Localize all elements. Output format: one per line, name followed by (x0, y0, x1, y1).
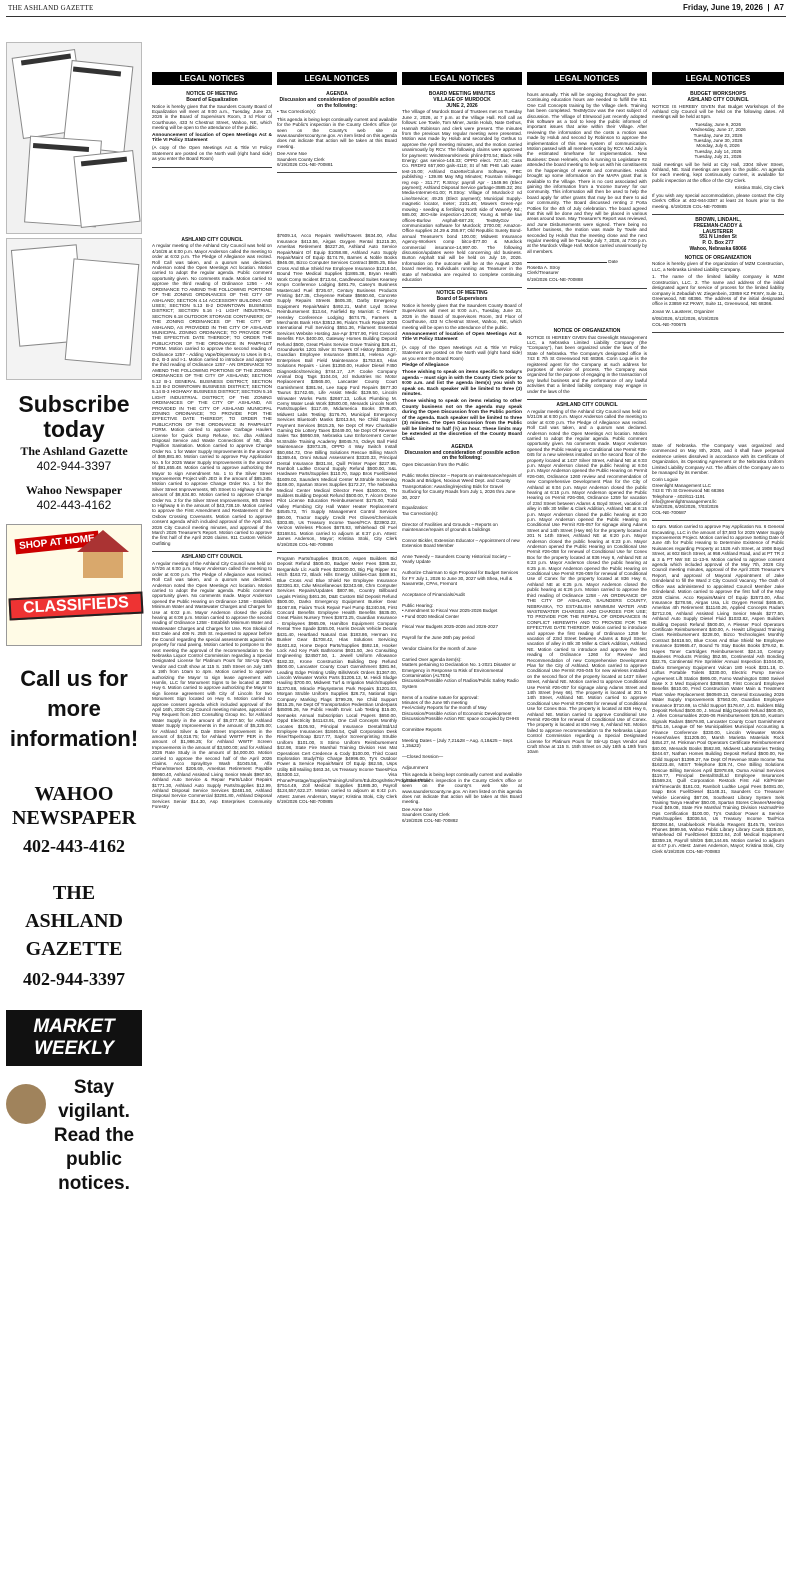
sidebar (6, 42, 142, 1234)
notice-title: BUDGET WORKSHOPS ASHLAND CITY COUNCIL (687, 91, 749, 103)
clerk-signature: Kristina Stoki, City Clerk (734, 185, 784, 191)
notice-body: NOTICE IS HEREBY GIVEN that Greenlight Management LLC, a Nebraska Limited Liability Company (the "Company"), has been organized under the laws of the State of Nebraska. The Company's designated office is 743 E 7th St Greenwood NE 68366. Corin Loguie is the registered agent for the Company at such address for purposes of service of process. The Company was organized for the purpose of engaging in the transaction of any lawful business and the performance of any lawful activities that a limited liability company may engage in under the laws of the (527, 334, 647, 394)
notice-code: 6/05/2026, 6/12/2026, 6/19/2026 COL-NE-700675 (652, 316, 719, 327)
classifieds-text: CLASSIFIEDS (9, 592, 144, 621)
wahoo-newspaper-caps: WAHOO NEWSPAPER (11, 783, 137, 829)
wahoo-name: Wahoo Newspaper (25, 483, 123, 497)
notice-title: NOTICE OF ORGANIZATION (684, 254, 752, 261)
house-icon (77, 530, 129, 552)
notice-ashland-council-0416 (152, 238, 272, 553)
notice-organization-mzm (652, 218, 784, 333)
notice-agenda-equalization (277, 92, 397, 173)
notice-subtitle: Board of Supervisors (436, 296, 488, 303)
legal-notices-band-5: LEGAL NOTICES (652, 72, 784, 85)
stay-vigilant-ad (6, 1077, 142, 1234)
notice-title: BOARD MEETING MINUTES VILLAGE OF MURDOCK JUNE 2, 2026 (428, 91, 496, 109)
ashland-gazette-caps: THE ASHLAND GAZETTE (25, 882, 123, 960)
agenda-signature: Dee Anne Noe Saunders County Clerk 6/19/2026 COL-NE-700881 (277, 151, 333, 168)
notice-title: NOTICE OF MEETING (436, 290, 488, 297)
column-4 (527, 92, 647, 1578)
gazette-phone: 402-944-3397 (36, 459, 112, 473)
notice-body: A regular meeting of the Ashland City Council was held on 5/7/26 at 6:00 p.m. Mayor Anderson called the meeting to order at 6:00 p.m. The Pledge of Allegiance was recited. Roll Call was taken, and a quorum was declared. Anderson noted the Open Meetings Act location. Motion carried to adopt the regular agenda. Public comment opportunity given. No comments made. Mayor Anderson opened the Public Hearing on Ordinance 1258 - Establish Minimum Water and Wastewater Charges and Charges for Use at 6:02 p.m. Mayor Anderson closed the public hearing at 6:08 p.m. Motion carried to approve the second reading of Ordinance 1258 - Establish Minimum Water and Wastewater Charges and Charges for Use. Ron Skokal of 843 Dale and 409 N. 25th St. requested to appear before the Council regarding the special assessments against his property for road paving. Motion carried to postpone to the next meeting the approval of the recommendation to the Nebraska Liquor Control Commission regarding a Special Designated License for Platinum Pours for Stir-Up Days Vendor and Craft show at 115 S. 15th Street on July 18th & 19th from 10am to 4pm. Motion carried to approve authorizing the Mayor to sign lease agreement with Hamlin, LLC for Monument Signs to be located at 2860 Hwy 6. Motion carried to approve authorizing the Mayor to sign license agreement with City of Lincoln for two Monument Sign located on Hwy 6. Motion carried to approve consent agenda which included approval of the April 16th, 2026 City Council meeting minutes, approval of Pay Request from JEO Consulting Group Inc. for Ashland Water Supply in the amount of $5,077.50; for Ashland Water Supply Improvements in the amount of $5,325.00; for Ashland Silver & Dale Street Improvement in the amount of $4,018.75; for Ashland WWTF PER in the amount of $1,986.25; for Ashland WWTF Screen Improvements in the amount of $3,500.00; and for Ashland 2026 Rate Study in the amount of $4,000.00. Motion carried to approve the second half of the April 2026 Claims. Acco Spray/Eye Wash $1045.58, Alfa Phone/Internet $206.69, Ameritas Retirement Payable $6960.40, Ashland Assisted Living Senior Meals $967.50, Ashland Auto Service & Repair Parts/Labor Repairs $1771.30, Ashland Auto Supply Parts/Supplies $12.99, Ashland Disposal Service Services $2481.50, Ashland Disposal Service Commercial $3281.80, Ashland Disposal Services Senior $14.30, Asp Enterprises Community Forestry (152, 561, 272, 810)
announcement-heading: Announcement of location of Open Meetings Act & Title VI Policy Statement (152, 132, 272, 144)
notice-murdock-minutes (402, 92, 522, 288)
notice-body: to 4pm. Motion carried to approve Pay Application No. 6 General Excavating, LLC in the amount of $7,583 for 2025 Water Supply Improvements Project. Motion carried to approve Setting Date of June 4th for Public Hearing to Determine Existence of Public Nuisances regarding Property at 1526 Ash Street, at 1908 Boyd Street, at 602 Birch Street, at 958 Ashland Road, and at PT TR 2 & 3 & PT NW SE 11-13-9. Motion carried to approve consent agenda which included approval of the May 7th, 2026 City Council meeting minutes, approval of the April 2026 Treasurer's Report, and approval of Mayoral Appointment of Jake Grindeland to fill the Ward 2 City Council Vacancy. The Oath of Office was administered to appointed Council Member Jake Grindeland. Motion carried to approve the first half of the May 2026 Claims. Acco Repairs/Maint Of Equip $2573.00, Aflac Insurance $278.56, Airgas Usa, Llc Oxygen Rental $465.60, Ameritas 4th Retirement $11140.26, Applied Concepts Radars $2712.06, Ashland Assisted Living Senior Meals $277.50, Ashland Auto Supply Diesel Fluid $1033.82, Aspen Builders Building Deposit Refund $500.00, A Plesser Pool Operators Certificate Reimbursement $40.00, A. Hewitt Lifeguard Training Class Reimbursement $228.00, Bizco Technologies Monthly Contract $4618.50, Blue Cross And Blue Shield Ne Employee Insurance $19665.47, Bound To Stay Books Books $79.62, B. Hayes Toner Cartridges Reimbursement $24.10, Century Business Products Printing $52.55, Continental Ash Bonding $32.75, Continental Fire Sprinkler Annual Inspection $1044.00, Darko Emergency Equipment Vulcan 180 Hook $331.18, D. Loftus Portable Toilets $330.00, Electric Pump Service Agreement Lift Station $995.00, Farno Washington 0380 Swivel Base X 3 Med Equipment $3868.80, First Concord Employee Benefits $610.00, Fred Construction Water Main & Treatment Plant Valve Replacement $60949.13, General Excavating 2025 Water Supply Improvements $7563.00, Guardian Employee Insurance $710.69, Ia Child Support $176.67, J.G. Builders Bldg Deposit Refund $500.00, J. Mcaul Bldg Deposit Refund $500.00, J. Allen Consumables 2026-06 Reimbursement $26.50, Kustom Signals Radars $5679.80, Lancaster County Court Garnishment $751.16, League Of Ne Municipalities Municipal Accounting & Finance Conference $330.00, Lincoln Winwater Works Hoses/Valves $11205.00, Marsh Marietta Materials Rock $454.27, M. Pinkman Pool Operators Certificate Reimbursement $40.00, Menards Books $562.80, Midwest Laboratories Testing $244.67, Nathan Homes Building Deposit Refund $500.00, Ne Child Support $1399.27, Ne Dept Of Revenue State Income Tax $16223.48, NEST Telephone $28.74, One Billing Solutions Rescue Billing Services April $2978.69, Ouma Animal Services $119.77, Principal Dental/Std/Ltd Employee Insurances $1569.24, Quill Corporation Restock First Aid Kit/Printer Ink/Timecards $181.03, Rambolt Ludtke Legal Fees $4081.00, Sapp Bros Fuel/Diesel $1148.31, Saunders Co Treasurer Vehicle Licensing $67.06, Southeast Library System Sels Training Tanya Heather $50.00, Spartan Stores Cleaner/Meeting Food $49.08, State Fire Marshal Training Division Hazmat/Fire Ops Certification $100.00, Ty's Outdoor Power & Service Parts/Supplies $3036.54, Us Treasury Income Tax/Fica $20384.84, Usabluebook Flourida Reagent $145.75, Verizon Phones $699.56, Wahoo Public Library Library Cards $325.00, Whitehead Oil Fuel/Diesel $3322.84, Zoll Medical Equipment $3359.19, Payroll 5/8/26 $48,144.65. Motion carried to adjourn at 6:47 p.m. Attest: James Anderson, Mayor; Kristina Stoki, City Clerk 6/19/2026 COL-NE-700883 (652, 524, 784, 854)
pledge-heading: Pledge of Allegiance (402, 363, 449, 369)
notice-organization-greenlight (527, 329, 647, 400)
agenda-signature: Dee Anne Noe Saunders County Clerk 6/19/2026 COL-NE-700882 (402, 806, 458, 823)
notice-body: Program Parts/Supplies $918.00, Aspen Builders Bid Deposit Refund $500.00, Badger Meter Fees $385.32, Bergankdv Llc Audit Fees $22000.00, Big Pig Ripper Inc Hitch $163.72, Black Hills Energy Utilities-Gas $489.91, Blue Cross And Blue Shield Ne Employee Insurance $23361.83, Cdw Miscellaneous $2343.68, Chm Computer Services Repairs/Updates $807.96, Country Billboard Legals Printing $461.36, D&E Custom Bid Deposit Refund $500.00, Darko Emergency Equipment Bunker Gear $1067.88, Fiala's Truck Repair Fuel Pump $1240.56, First Concord Benefits Employee Health Benefits $635.00, Great Plains Nursery Trees $2673.25, Guardian Insurance - Employees $965.09, Hamilton Equipment Company Rental Tree Spade $265.00, Harris Decals Vehicle Decals $431.40, Heartland Natural Gas $183.86, Herman Inc Bunker Gear $1708.42, Hlas Solutions Servicing $1601.82, Home Depot Parts/Supplies $592.18, Hooker Lock And Key Park Bathrooms $931.50, Jeo Consulting Engineering $24507.50, 1. Jewell Uniform Allowance $182.33, Krone Construction Building Dep Refund $500.00, Lancaster County Court Garnishment $381.94, Leading Edge Printing Utility Bills/Work Orders $1367.00, Lincoln Winwater Works Parts $1206.13, M. Heidi Sludge Hauling $700.00, Midwest Turf & Irrigation Mulch/Supplies $1370.88, Miracle Playsystems Park Repairs $1201.03, Morgan Struble Uniform Supplies $26.73, National Sign Company Marking Flags $799.29, Ne Child Support $615.25, Ne Dept Of Transportation Pedestrian Underpass $45095.26, Ne Public Health Envir. Lab Testing $15.00, Nemaeks Annual Subscription Local Papers $650.00, Oppd Electricity $41143.91, One Call Concepts Monthly Locates $105.93, Principal Insurance Dental/Std/Ltd Employee Insurances $1846.54, Quill Corporation Desk Riser/Tape/Soap $217.77, Saylor Screenprinting Struble Uniform $101.00, S Stimo Uniform Reimbursement $42.98, State Fire Marshal Training Division Has Mat Operations Cert Credence & Cody $100.00, Third Coast Exploration Study/Trip Charge $4996.00, Ty's Outdoor Power & Service Repair/Maint Of Equip $62.55, Usps Utility Bill Mailing $463.34, Us Treasury Income Taxes/Fica $15300.12, Visa Phone/Postage/Supplies/Training/Uniform/Edu/Dogs/Misc/Prog/Books/Fuel $7514.49, Zoll Medical Supplies $1985.30, Payroll $124,557,622.27. Motion carried to adjourn at 6:42 p.m. Attest: James Anderson, Mayor; Kristina Stoki, City Clerk 6/19/2026 COL-NE-700885 (277, 556, 430, 805)
house-body (83, 552, 123, 578)
wahoo-phone: 402-443-4162 (36, 498, 112, 512)
notice-ashland-council-0507 (152, 555, 272, 814)
header-rule (6, 16, 786, 17)
speak-rules-2: Those wishing to speak on items relating to other County business not on the agenda may speak during the Open Discussion from the Public portion of the agenda. Each speaker will be limited to three (3) minutes. The Open Discussion from the Public will be limited to half (½) an hour. These limits may be extended at the discretion of the County Board Chair. (402, 399, 522, 443)
notice-board-of-supervisors (402, 291, 522, 828)
clerk-signature: Rosetta A. Stroy Clerk/Treasurer (527, 264, 561, 275)
gazette-collage (6, 42, 142, 234)
notice-title: ASHLAND CITY COUNCIL (556, 402, 618, 409)
notice-body: The Village of Murdock Board of Trustees met on Tuesday June 2, 2026, at 7 p.m. at the Village Hall. Roll call as follows: Lee Towle, Tom Miner, Justin Holub, Nate Gethus, Hannah Robinson and clerk were present. The minutes from the previous May regular meeting were presented. Motion was made by Holub and seconded by Gethus to approve the April meeting minutes, and the motion carried unanimously by RCV. The following claims were approved for payment: Windstream/Kinetic ph/int-$70.54; Black Hills Energy: gas service-148.33; OPPD elect. 727.44; Cass Co. RRD#2 657,900 gals-4110; St of NE PHE Lab water test-15.00; Ashland Gazette/Column Software, PBC publishing - 139.86 May Mtg Minutes; Fountain mileage/ reg exp - 311.77; R.Stroy: payroll Apr - 1549.96 (Elect payment); Ashland Disposal Service garbage-3585.32; 26c Media-Internet-61.00; R.Stroy: Village of Murdock-2 nd Line/Service; 49.25 (Elect payment); Municipal Supply-magnetic locator, meter; 2101.46; Mowers Green-Apr mowing - seeding & fertilizing North side of Waverly Rd.; 585.00; JEO-site inspection-120.00; Young & White law offices-Burlow Asphalt-687.25; TextMyGov - communication software for Murdock; 3700.00; Amazon-Office supplies 24.29 & 255.97; Old Republic Surety Bond-annual Treasurer's bond 100.00; Midwest Insurance Agency-Workers comp bitco-$77.00 & Murdock commercial insurance-14,997.00. The following discussion/updates were held concerning old business. Burton Asphalt trail will be held on July 19, 2026. Information on the outcome will be at the August 2026 board meeting. Individuals running as Treasurer in the state of Nebraska are required to complete continuing education (402, 109, 522, 282)
agenda-body: This agenda is being kept continually current and available for the Public's inspection in the County Clerk's office (or seen on the County's web site at www.saunderscounty.ne.gov. An item listed on this agenda does not indicate that action will be taken at this Board meeting. (277, 116, 397, 149)
company-signature: Corin Loguie Greenlight Management LLC 743 E 7th St Greenwood NE 68366 Telephone - 402/611-1191 info@greenlightmanagement.llc 6/19/2026, 6/26/2026, 7/03/2026 COL-NE-700687 (652, 477, 725, 515)
workshop-dates: Tuesday, June 9, 2026 Wednesday, June 17, 2026 Tuesday, June 23, 2026 Tuesday, June 30, 2026 Monday, July 6, 2026 Tuesday, July 14, 2026 Tuesday, July 21, 2026 (690, 121, 746, 160)
agenda-subtitle: Discussion and consideration of possible action on the following: (404, 449, 520, 462)
notice-subtitle: Board of Equalization (186, 96, 238, 103)
ashland-phone-large: 402-944-3397 (23, 969, 125, 989)
legal-notices-band-2: LEGAL NOTICES (277, 72, 397, 85)
signature-line (527, 262, 607, 263)
page-number: A7 (773, 3, 784, 12)
page-header (0, 0, 792, 18)
notice-body-2: Said meetings will be held at City Hall, 2304 Silver Street, Ashland, NE. Said meetings are open to the public. An agenda for each meeting, kept continuously current, is available for public inspection at the office of the City Clerk. (652, 161, 784, 183)
stay-vigilant-text: Stay vigilant. Read the public notices. (53, 1077, 135, 1194)
notice-body-2: 1. The name of the limited liability company is MZM Construction, LLC. 2. The name and address of the initial designated agent for service of process for the limited liability company is Zebadiah W. Ziegenbein, 23859 KZ PKWY, Suite 11, Greenwood, NE 68366. The address of the initial designated office is 23859 KZ PKWY, Suite 11, Greenwood, NE 68366. (652, 274, 784, 307)
notice-body: hours annually. This will be ongoing throughout the year. Continuing education hours are needed to fulfill the 911 One Call Concepts training by the Village clerk. Training has been completed. TextMyGov was the next subject of discussion. The Village of Elmwood just recently adopted this software as a tool to keep the public informed of important issues that arise within their Village. After reviewing the information and the costs a motion was made by Holub and second by Robinson to approve the implementation of this new system of communication. Motion passed with all members voting by RCV. Mid July is the estimated timeframe for implementation. New Business: Dean Helmels, who is running to Legislature #2 attended the board meeting to help us with his constituents on the happenings of events and communities. Holub brought up some information on the MAPA grant that is available to the Village. There is no cost associated with gaining the information from a 'Income Survey' for our community. This information will then be used to help the board apply for other grants that may be out there to aid our community. The Board discussed renting 2 Porta Potties for the 4th of July celebration. The board agreed that this will be done and they will be placed in various areas around town. May Treasurer's Report was reviewed, and June Disbursements were signed. There being no further business, the motion was made by Towle and seconded by Holub that the meeting close and the next regular meeting will be Tuesday July 7, 2026, at 7:00 p.m. at the Murdock Village Hall. Motion carried unanimously by all members. (527, 92, 647, 254)
agenda-item: • Tax Correction(s): (277, 109, 317, 115)
notice-title: ASHLAND CITY COUNCIL (181, 554, 243, 561)
agenda-subtitle: Discussion and consideration of possible action on the following: (279, 96, 395, 109)
notice-budget-workshops (652, 92, 784, 215)
notice-murdock-continued (527, 92, 647, 289)
notice-body: Notice is hereby given that the Saunders County Board of Supervisors will meet at 9:00 a.m., Tuesday, June 23, 2026 in the Board of Supervisors Room, 3rd Floor of Courthouse, 433 N Chestnut Street, Wahoo, NE, which meeting will be open to the attendance of the public. (402, 302, 522, 330)
classifieds-ad (6, 524, 142, 646)
date-page: Friday, June 19, 2026 | A7 (683, 3, 784, 12)
collage-2 (6, 238, 142, 380)
notice-title: NOTICE OF MEETING (186, 91, 238, 97)
organizer-signature: Jovan W. Lausterer, Organizer (652, 308, 715, 314)
law-firm-header: BROWN, LINDAHL, FREEMAN-CADDY & LAUSTERER 551 N Linden St P. O. Box 277 Wahoo, Nebraska 68066 (689, 216, 747, 252)
announcement-body: (A copy of the Open Meetings Act & Title VI Policy Statement are posted on the North wall (right hand side) as you enter the Board Room) (402, 344, 522, 361)
legal-notices-band-3: LEGAL NOTICES (402, 72, 522, 85)
gazette-name: The Ashland Gazette (20, 444, 128, 458)
notice-body: Notice is hereby given of the organization of MZM Construction, LLC, a Nebraska Limited Liability Company. (652, 261, 784, 272)
notice-greenlight-continued (652, 443, 784, 521)
notice-body: NOTICE IS HEREBY GIVEN that Budget Workshops of the Ashland City Council will be held on the following dates. All meetings will be held at 5pm. (652, 103, 784, 120)
call-text: Call us for more information! (9, 666, 139, 751)
dog-icon (6, 1084, 46, 1124)
notice-title: ASHLAND CITY COUNCIL (181, 236, 243, 243)
notice-claims-continued-2 (277, 556, 430, 810)
legal-notices-band-1: LEGAL NOTICES (152, 72, 272, 85)
legal-notices-band-4: LEGAL NOTICES (527, 72, 647, 85)
notice-body: A regular meeting of the Ashland City Council was held on 4/16/26 at 6:00 p.m. Mayor Anderson called the meeting to order at 6:02 p.m. The Pledge of Allegiance was recited. Roll Call was taken, and a quorum was declared. Anderson noted the Open Meetings Act location. Motion carried to adopt the regular agenda. Public comment opportunity given. No comments made. Motion carried to approve the third reading of Ordinance 1256 - AN ORDINANCE TO AMEND THE FOLLOWING PORTIONS OF THE ZONING ORDINANCES OF THE CITY OF ASHLAND; SECTION 4.14 ACCESSORY BUILDING AND USES; SECTION 5.13 B-2 DOWNTOWN BUSINESS DISTRICT; SECTION 5.16 I-1 LIGHT INDUSTRIAL; SECTION 6.18 OUTDOOR STORAGE CONTAINERS; OF THE ZONING ORDINANCES OF THE CITY OF ASHLAND, AS PROVIDED IN THE CITY OF ASHLAND MUNICIPAL ZONING ORDINANCE; TO PROVIDE FOR THE EFFECTIVE DATE THEREOF; TO ORDER THE PUBLICATION OF THE ORDINANCE IN PAMPHLET FORM. Motion carried to approve the second reading of Ordinance 1257 - Adding Vape/Dispensary to Uses in B-1, B-2, B-3 and I-1. Motion carried to introduce and approve the third reading of Ordinance 1257 - AN ORDINANCE TO AMEND THE FOLLOWING PORTIONS OF THE ZONING ORDINANCES OF THE CITY OF ASHLAND; SECTION 5.12 B-1 GENERAL BUSINESS DISTRICT; SECTION 5.13 B-2 DOWNTOWN BUSINESS DISTRICT; SECTION 5.14 B-3 HIGHWAY BUSINESS DISTRICT; SECTION 5.16 LIGHT INDUSTRIAL DISTRICT; OF THE ZONING ORDINANCES OF THE CITY OF ASHLAND, AS PROVIDED IN THE CITY OF ASHLAND MUNICIPAL ZONING ORDINANCE; TO PROVIDE FOR THE EFFECTIVE DATE THEREOF; TO ORDER THE PUBLICATION OF THE ORDINANCE IN PAMPHLET FORM. Motion carried to approve Garbage Haulers License for Quick Dump Refuse, Inc. dba Ashland Disposal Service and Waste Connections of NE, dba Papillion Sanitation. Motion carried to approve Change Order No. 1 for Water Supply Improvements in the amount of $69,881.80. Motion carried to approve Pay Application No. 5 for 2025 Water Supply Improvements in the amount of $91,655.48. Motion carried to approve authorizing the Mayor to sign Amendment No. 1 to the Silver Street Improvements Project with JEO in the amount of $85,345. Motion carried to approve Change Order No. 1 for the Silver Street Improvements, 9th Street to Highway 6 in the amount of $8,634.80. Motion carried to approve Change Order No. 2 for the Silver Street Improvements, 9th Street to Highway 6 in the amount of $43,738.19. Motion carried to approve the First Amendment and Restatement of the Oxbow Crossing Covenants. Motion carried to approve consent agenda which included approval of the April 2nd, 2026 City Council meeting minutes, and approval of the March 2026 Treasurer's Report. Motion carried to approve the first half of the April 2026 claims. 911 Custom Vehicle Outfitting (152, 243, 272, 546)
shop-at-home: SHOP AT HOME (14, 531, 99, 555)
notice-claims-continued-1 (277, 233, 397, 553)
wahoo-phone-large: 402-443-4162 (23, 836, 125, 856)
column-3 (402, 92, 522, 1578)
date-label: Date (608, 259, 618, 265)
notice-ashland-council-0521-continued (652, 524, 784, 859)
column-1 (152, 92, 272, 1578)
notice-body: Notice is hereby given that the Saunders County Board of Equalization will meet at 9:00 a.m., Tuesday, June 23, 2026 in the Board of Supervisors Room, 3 rd Floor of Courthouse, 433 N Chestnut Street, Wahoo, NE, which meeting will be open to the attendance of the public. (152, 103, 272, 131)
notice-board-of-equalization (152, 92, 272, 168)
announcement-body: (A copy of the Open Meetings Act & Title VI Policy Statement are posted on the North wall (right hand side) as you enter the Board Room) (152, 145, 272, 162)
column-5 (652, 92, 784, 1578)
notice-ashland-council-0521 (527, 403, 647, 760)
notice-body: A regular meeting of the Ashland City Council was held on 5/21/26 at 6:00 p.m. Mayor Anderson called the meeting to order at 6:00 p.m. The Pledge of Allegiance was recited. Roll Call was taken, and a quorum was declared. Anderson noted the Open Meetings Act location. Motion carried to adopt the regular agenda. Public comment opportunity given. No comments made. Mayor Anderson opened the Public Hearing on Conditional Use Permit #26-045 for a new wireless installed on the second floor of the property located at 1437 Silver Street, Ashland NE at 6:03 p.m. Mayor Anderson closed the public hearing at 6:04 p.m. Mayor Anderson opened the Public Hearing on Permit #26-046, Ordinance 1260 review and recommendation of new Comprehensive Development Plan for the City of Ashland at 6:04 p.m. Mayor Anderson closed the public hearing at 6:15 p.m. Mayor Anderson opened the Public Hearing on Permit #26-056, Ordinance 1259 for vacation of 23rd Street between Adams & Boyd Street, vacation of alley in Blk 30 Miller & Clark Addition, Ashland NE at 6:15 p.m. Mayor Anderson closed the public hearing at 6:20 p.m. Mayor Anderson opened the Public Hearing on Conditional Use Permit #26-057 for signage along Adams Street and 14th Street (Hwy 66) for the property located at 201 N 14th Street, Ashland NE at 6:20 p.m. Mayor Anderson closed the public hearing at 6:23 p.m. Mayor Anderson opened the Public Hearing on Conditional Use Permit #26-058 for renewal of Conditional Use for Conex Box for the property located at 836 Hwy 6, Ashland NE at 6:23 p.m. Mayor Anderson closed the public hearing at 6:25 p.m. Mayor Anderson opened the Public Hearing on Conditional Use Permit #26-059 for renewal of Conditional Use of Conex for the property located at 836 Hwy 6, Ashland NE at 6:25 p.m. Mayor Anderson closed the public hearing at 6:26 p.m. Motion carried to approve the third reading of Ordinance 1258 - AN ORDINANCE OF THE CITY OF ASHLAND, SAUNDERS COUNTY, NEBRASKA, TO ESTABLISH MINIMUM WATER AND WASTEWATER CHARGES AND CHARGES FOR USE; TO PROVIDE FOR THE REPEAL OF ORDINANCES IN CONFLICT HEREWITH AND TO PROVIDE FOR THE EFFECTIVE DATE THEREOF. Motion carried to introduce and approve the first reading of Ordinance 1259 for vacation of 23rd Street between Adams & Boyd Street, vacation of alley in Blk 30 Miller & Clark Addition, Ashland NE. Motion carried to introduce and approve the first reading of Ordinance 1260 for Review and Recommendation of new Comprehensive Development Plan for the City of Ashland. Motion carried to approve Conditional Use Permit #26-045 for new wireless installed on the second floor of the property located at 1437 Silver Street, Ashland NE. Motion carried to approve Conditional Use Permit #26-057 for signage along Adams Street and 14th Street (Hwy 66). The property is located at 201 N 14th Street, Ashland NE. Motion carried to approve Conditional Use Permit #26-058 for renewal of Conditional Use for Conex Box. The property is located at 836 Hwy 6, Ashland NE. Motion carried to approve Conditional Use Permit #26-059 for renewal of Conditional Use of Conex. The property is located at 836 Hwy 6, Ashland NE. Motion failed to approve recommendation to the Nebraska Liquor Control Commission regarding a Special Designated License for Platinum Pours for Stir-Up Days Vendor and Craft Show at 115 S. 15th Street on July 18th & 19th from 10am (527, 408, 648, 755)
agenda-items: Open Discussion from the Public Public Works Director – Reports on maintenance/repairs of Roads and Bridges, Noxious Weed Dept. and County Transportation: Awarding/rejecting Bids for Gravel Surfacing for County Roads from July 1, 2026 thru June 30, 2027 Equalization: Tax Correction(s): Director of Facilities and Grounds – Reports on maintenance/repairs of grounds & buildings Connor Bickler, Extension Educator – Appointment of new Extension Board Member Anne Tweedy – Saunders County Historical Society – Yearly Update Authorize Chairman to sign Proposal for Budget Services for FY July 1, 2026 to June 30, 2027 with Shea, Hull & Navarrette, CPAs, Fremont Acceptance of Financials/Audit Public Hearing: • Amendment to Fiscal Year 2025-2026 Budget • Fund 0020 Medical Center Fiscal Year Budgets 2025-2026 and 2026-2027 Payroll for the June 26th pay period Vendor Claims for the month of June Carried Over agenda item(s): Matters pertaining to Declaration No. 1-2021 Disaster or Emergency in Response to Risk of Environmental Contamination (ALTEN) Discussion/Possible Action of Radios/Public Safety Radio System Items of a routine nature for approval: Minutes of the June 9th meeting Fee/Activity Reports for the month of May Discussion/Possible Action of Economic Development Discussion/Possible Action RE: space occupied by DHHS Committee Reports Meeting Dates – (July 7,21&28 – Aug. 4,18&25 – Sept. 1,15&22) —Closed Session— Adjournment (402, 462, 522, 770)
notice-title: NOTICE OF ORGANIZATION (553, 327, 621, 334)
subscribe-text: Subscribe today (18, 391, 130, 442)
speak-rules-1: Those wishing to speak on items specific to today's agenda – must sign in with the County Clerk prior to 9:00 a.m. and list the agenda item(s) you wish to speak on. Each speaker will be limited to three (3) minutes. (402, 370, 522, 398)
market-weekly-logo: MARKET WEEKLY (6, 1010, 142, 1066)
agenda-title: AGENDA (326, 91, 348, 97)
notice-tail: If you wish any special accommodation, please contact the City Clerk's Office at 402-944-3387 at least 24 hours prior to the meeting. 6/19/2026 COL-NE-700885 (652, 192, 784, 209)
notice-body: $7609.14, Acco Repairs Wells/Towers $634.00, Aflac Insurance $413.56, Airgas Oxygen Rental $1215.30, Ameritas Retirement $6227.26, Ashland Auto Service Repair/Maint Of Equip $1058.88, Ashland Auto Supply Repair/Maint Of Equip $174.76, Barnes & Noble Books $946.08, Bizco Computer Services Contract $805.25, Blue Cross And Blue Shield Ne Employee Insurance $1218.04, Bound Tree Medical Supplies $1865.38, Bryan Health Work Comp Incident $713.64, Candlewood Suites Kearney Kmpn Conference Lodging $491.79, Casey's Business Mastercard Fuel $726.67, Century Business Products Printing $47.35, Cheyenne Rebate $5650.60, Concrete Supply Repairs Streets $605.30, Darby Emergency Equipment Repair/Maint $492.21, Mahrt Loyd Screw Reimbursement $13.64, Fairfield By Marriott C Fries/T Hensley Conference Lodging $674.75, Farmers & Merchants Bank HSA $3512.96, Fiala's Truck Repair 2026 International Full Servicing $551.36, Filament Essential Services Website Hosting Jan-Apr $767.90, First Concord Benefits FSA $400.00, Gateway Homes Building Deposit Refund $500, Great Plains Service Grave Training $26.41, Groundworks 1201 Silver St Towers Of History $5360.37, Guardian Employee Insurance $598.18, Helena Agri-Enterprises Ball Field Maintenance $1753.63, Hlas Solutions Repairs - Lines $1350.00, Husker Diesel F450 Diagnostics/Servicing $744.17, J.P. Cooke Company Animal Dog Tags $104.04, Jcl Industries Inc Motor Replacement $3565.00, Lancaster County Court Garnishment $381.94, Lee Sapp Ford Repairs $677.30 Taurus $1742.65, Life Assist Medic $139.50, Lincoln Winwater Works Parts $2667.13, Lofius Plumbing M. Cerny Water Leak Work $3500.00, Menards Lincoln North Parts/Supplies $117.49, Midamerica Books $789.40, Midwest Labs Testing $176.70, Municipal Emergency Services Bluetooth Masks $2013.94, Ne Child Support Payment Services $615.25, Ne Dept Of Rev Charitable Gaming Div Lottery Taxes $3449.00, Ne Dept Of Revenue Sales Tax $6950.59, Nebraska Law Enforcement Center M.Struble Training Academy $8045.74, Odeys Ball Field Maintenance $3973.25, OPPD 4 Way Switch Install $50,654.72, One Billing Solutions Rescue Billing March $1369.46, Omni Mutual Assessment $3320.33, Principal Dental Insurance $831.84, Quill Printer Paper $227.95, Rambolt Ludtke Ground Supply Refund $500.00, S&L Hardware Parts/Supplies $110.70, Sapp Bros Fuel/Diesel $1609.02, Saunders Medical Center M.Struble Screening $169.00, Spartan Stores Supplies $172.27, The Nebraska Medical Center Medical Director Fees $1500.00, TN Builders Building Deposit Refund $500.00, T. Alcorn Drone Pilot License Education Reimbursement $175.00, Todd Valley Plumbing City Hall Water Heater Replacement $4545.72, Tri Supply Management Control Services $90.00, Tractor Supply Credit Pet Gloves/Chemicals $303.85, Us Treasury Income Taxes/FICA $23902.22, Verizon Wireless Phones $678.93, Whitehead Oil Fuel $3168.51. Motion carried to adjourn at 6:37 p.m. Attest: James Anderson, Mayor; Kristina Stoki, City Clerk 6/19/2026 COL-NE-700886 (277, 233, 397, 547)
notice-code: 6/19/2026 COL-NE-700888 (527, 277, 583, 283)
agenda-title: AGENDA (451, 443, 473, 450)
announcement-heading: Announcement of location of Open Meetings Act & Title VI Policy Statement (402, 332, 522, 343)
notice-body: State of Nebraska. The Company was organized and commenced on May 8th, 2026, and it shall have perpetual existence unless dissolved in accordance with its Certificate of Organization, its Operating Agreement or the Nebraska Uniform Limited Liability Company Act. The affairs of the Company are to be managed by its member. (652, 442, 784, 475)
agenda-tail: This agenda is being kept continually current and available for the Public's inspection in the County Clerk's office or seen on the county's web site at www.saunderscounty.ne.gov. An item listed on this agenda does not indicate that action will be taken at this Board meeting. (402, 772, 522, 805)
paper-name: THE ASHLAND GAZETTE (8, 4, 94, 12)
